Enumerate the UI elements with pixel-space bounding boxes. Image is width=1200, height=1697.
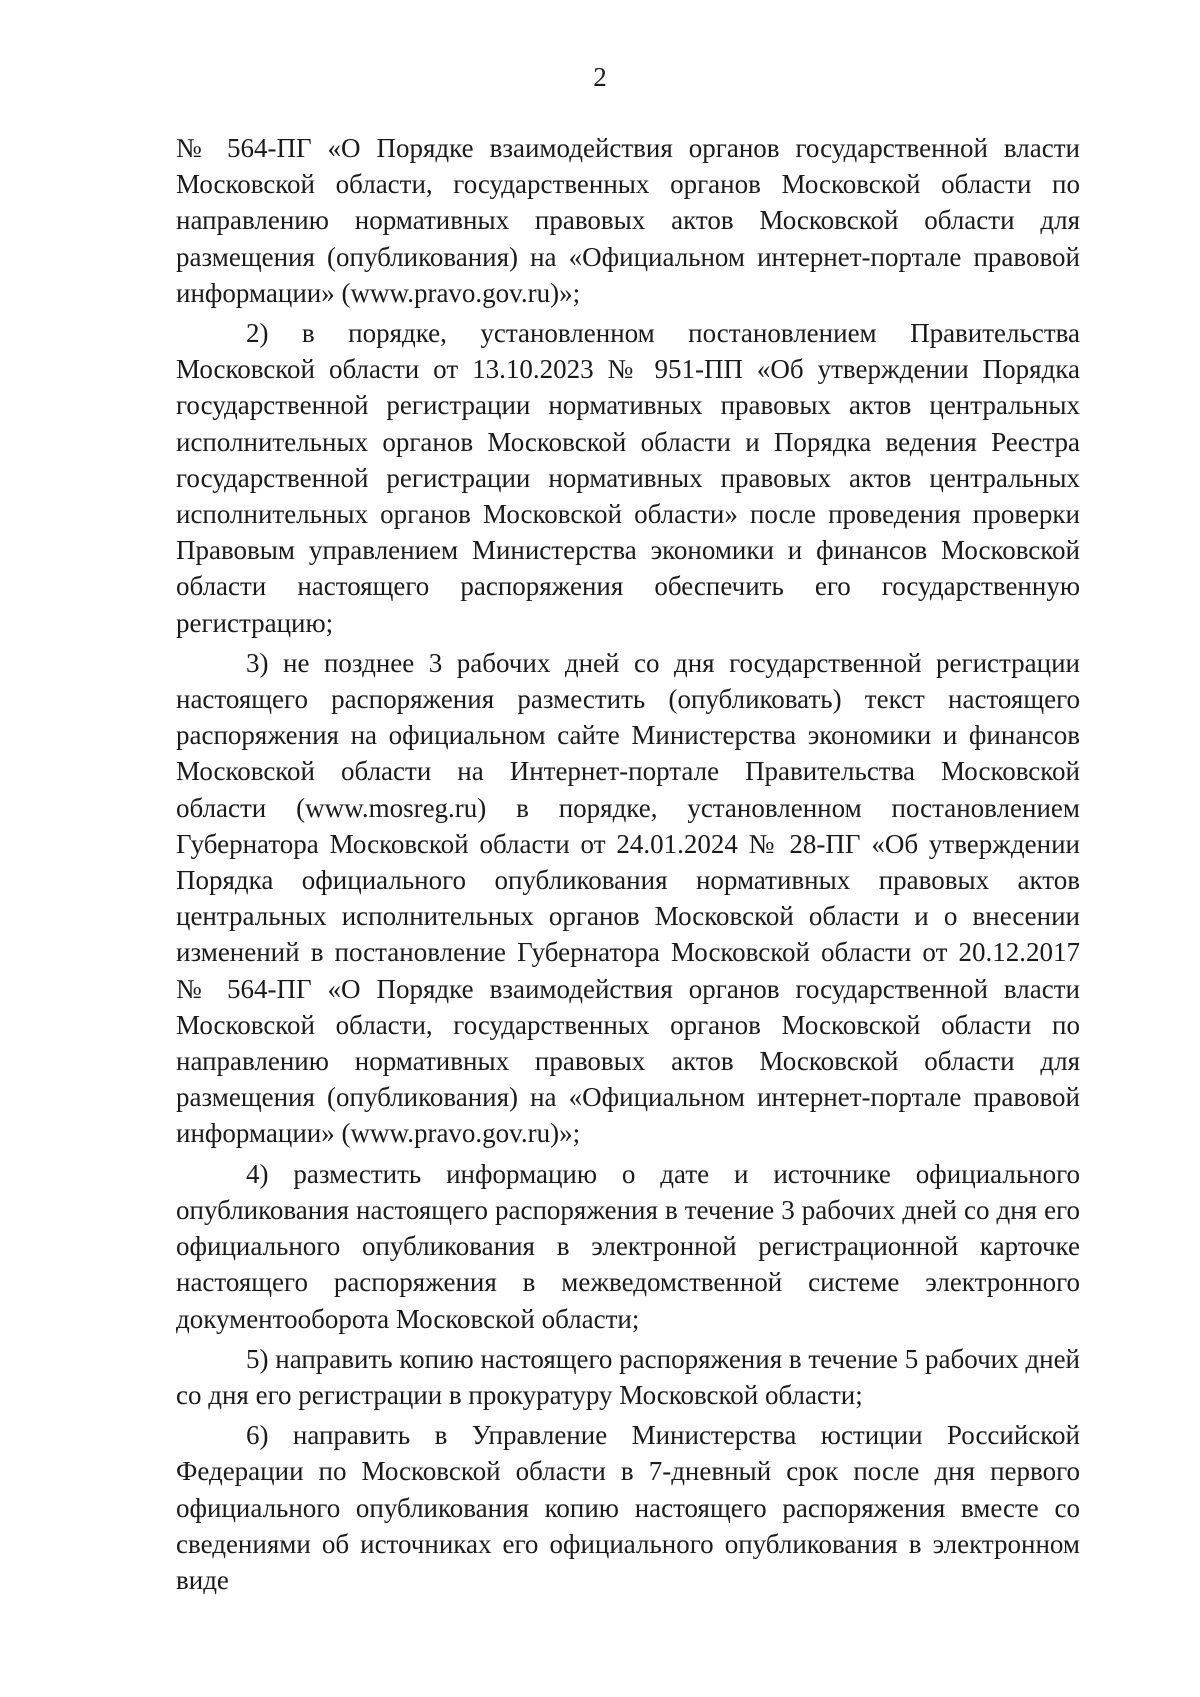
- paragraph-item-2: 2) в порядке, установленном постановлением Правительства Московской области от 13.10.2023 № 951-ПП «Об утверждении Порядка государственной регистрации нормативных правовых актов центральных исполнительных органов Московской области и Порядка ведения Реестра государственной регистрации нормативных правовых актов центральных исполнительных органов Московской области» после проведения проверки Правовым управлением Министерства экономики и финансов Московской области настоящего распоряжения обеспечить его государственную регистрацию;: [176, 318, 1080, 638]
- paragraph-item-3: 3) не позднее 3 рабочих дней со дня государственной регистрации настоящего распоряжения разместить (опубликовать) текст настоящего распоряжения на официальном сайте Министерства экономики и финансов Московской области на Интернет-портале Правительства Московской области (www.mosreg.ru) в порядке, установленном постановлением Губернатора Московской области от 24.01.2024 № 28-ПГ «Об утверждении Порядка официального опубликования нормативных правовых актов центральных исполнительных органов Московской области и о внесении изменений в постановление Губернатора Московской области от 20.12.2017 № 564-ПГ «О Порядке взаимодействия органов государственной власти Московской области, государственных органов Московской области по направлению нормативных правовых актов Московской области для размещения (опубликования) на «Официальном интернет-портале правовой информации» (www.pravo.gov.ru)»;: [176, 647, 1080, 1149]
- document-body: [176, 130, 1080, 1602]
- paragraph-continuation: № 564-ПГ «О Порядке взаимодействия органов государственной власти Московской области, государственных органов Московской области по направлению нормативных правовых актов Московской области для размещения (опубликования) на «Официальном интернет-портале правовой информации» (www.pravo.gov.ru)»;: [176, 133, 1080, 308]
- paragraph-item-6: 6) направить в Управление Министерства юстиции Российской Федерации по Московской области в 7-дневный срок после дня первого официального опубликования копию настоящего распоряжения вместе со сведениями об источниках его официального опубликования в электронном виде: [176, 1420, 1080, 1595]
- page-number: 2: [593, 62, 607, 92]
- paragraph-item-5: 5) направить копию настоящего распоряжения в течение 5 рабочих дней со дня его регистрации в прокуратуру Московской области;: [176, 1343, 1080, 1410]
- paragraph-item-4: 4) разместить информацию о дате и источнике официального опубликования настоящего распоряжения в течение 3 рабочих дней со дня его официального опубликования в электронной регистрационной карточке настоящего распоряжения в межведомственной системе электронного документооборота Московской области;: [176, 1158, 1080, 1334]
